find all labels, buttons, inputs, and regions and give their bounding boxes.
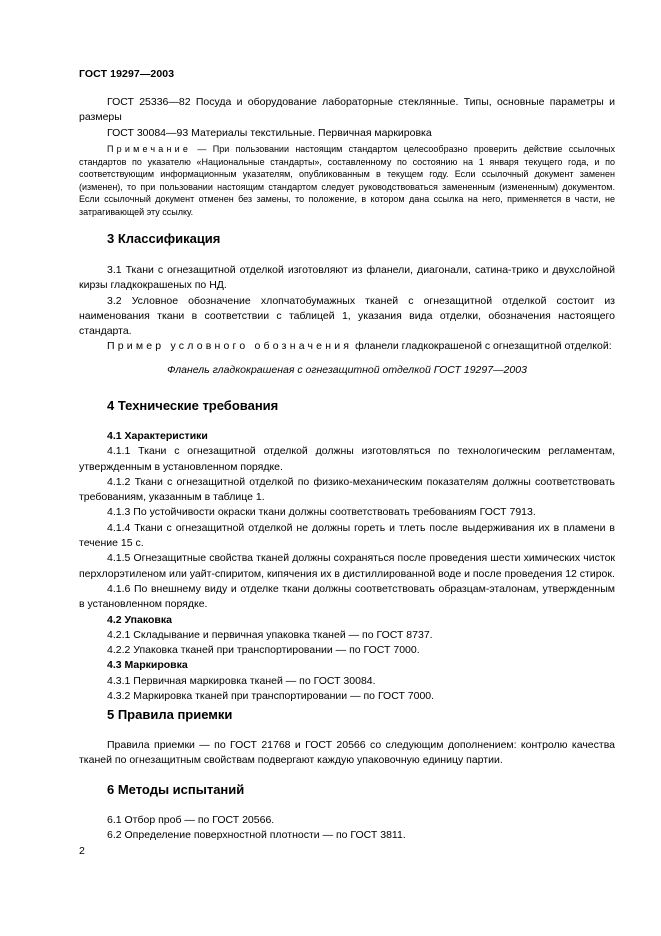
note-block <box>79 143 615 219</box>
example-text: фланели гладкокрашеной с огнезащитной отделкой: <box>352 340 612 353</box>
document-header: ГОСТ 19297—2003 <box>79 68 175 80</box>
paragraph: 4.1.6 По внешнему виду и отделке ткани должны соответствовать образцам-эталонам, утвержденным в установленном порядке. <box>79 582 615 611</box>
paragraph: 4.3.2 Маркировка тканей при транспортировании — по ГОСТ 7000. <box>107 690 435 703</box>
note-paragraph <box>79 143 615 219</box>
section-title: 4 Технические требования <box>107 398 279 413</box>
paragraph: 3.1 Ткани с огнезащитной отделкой изготовляют из фланели, диагонали, сатина-трико и двухслойной кирзы гладкокрашеных по НД. <box>79 264 615 292</box>
section-4-body <box>79 429 615 704</box>
paragraph: 4.2.1 Складывание и первичная упаковка тканей — по ГОСТ 8737. <box>107 628 433 641</box>
section-6-body <box>79 813 615 844</box>
section-5-body <box>79 738 615 769</box>
paragraph: 4.1.5 Огнезащитные свойства тканей должны сохраняться после проведения шести химических чисток перхлорэтиленом или уайт-спиритом, кипячения их в дистиллированной воде и после проведения 12 стирок. <box>79 552 615 580</box>
subsection-title: 4.2 Упаковка <box>107 613 172 626</box>
paragraph: 4.3.1 Первичная маркировка тканей — по ГОСТ 30084. <box>107 674 376 687</box>
paragraph: 4.1.2 Ткани с огнезащитной отделкой по физико-механическим показателям должны соответствовать требованиям, указанным в таблице 1. <box>79 475 615 504</box>
normative-references <box>79 95 615 141</box>
subsection-title: 4.3 Маркировка <box>107 659 188 672</box>
paragraph: Правила приемки — по ГОСТ 21768 и ГОСТ 20566 со следующим дополнением: контролю качества тканей по огнезащитным свойствам подвергают каждую упаковочную единицу партии. <box>79 739 615 767</box>
paragraph: 6.2 Определение поверхностной плотности — по ГОСТ 3811. <box>107 829 406 842</box>
example-paragraph <box>79 339 615 354</box>
section-3 <box>79 231 615 247</box>
example-designation: Фланель гладкокрашеная с огнезащитной отделкой ГОСТ 19297—2003 <box>167 363 527 376</box>
paragraph: 3.2 Условное обозначение хлопчатобумажных тканей с огнезащитной отделкой состоит из наименования ткани в соответствии с таблицей 1, указания вида отделки, обозначения настоящего стандарта. <box>79 294 615 338</box>
section-4 <box>79 398 615 414</box>
section-title: 6 Методы испытаний <box>107 782 245 797</box>
note-text: — При пользовании настоящим стандартом целесообразно проверить действие ссылочных стандартов по указателю «Национальные стандарты», составленному по состоянию на 1 января текущего года, и по соответствующим информационным указателям, опубликованным в текущем году. Если ссылочный документ заменен (изменен), то при пользовании настоящим стандартом следует руководствоваться замененным (измененным) документом. Если ссылочный документ отменен без замены, то положение, в котором дана ссылка на него, применяется в части, не затрагивающей эту ссылку. <box>79 144 615 217</box>
paragraph: 4.1.1 Ткани с огнезащитной отделкой должны изготовляться по технологическим регламентам, утвержденным в установленном порядке. <box>79 445 615 473</box>
section-title: 5 Правила приемки <box>107 707 233 722</box>
section-title: 3 Классификация <box>107 231 221 246</box>
reference-item: ГОСТ 30084—93 Материалы текстильные. Первичная маркировка <box>107 126 432 139</box>
paragraph: 4.2.2 Упаковка тканей при транспортировании — по ГОСТ 7000. <box>107 644 420 657</box>
page-number: 2 <box>79 845 85 857</box>
example-label: Пример условного обозначения <box>107 340 353 353</box>
section-6 <box>79 782 615 798</box>
note-label: Примечание <box>107 144 192 154</box>
paragraph: 4.1.4 Ткани с огнезащитной отделкой не должны гореть и тлеть после выдерживания их в пламени в течение 15 с. <box>79 521 615 550</box>
subsection-title: 4.1 Характеристики <box>107 430 208 442</box>
paragraph: 4.1.3 По устойчивости окраски ткани должны соответствовать требованиям ГОСТ 7913. <box>107 506 536 519</box>
section-5 <box>79 707 615 723</box>
reference-item: ГОСТ 25336—82 Посуда и оборудование лабораторные стеклянные. Типы, основные параметры и размеры <box>79 96 615 124</box>
section-3-body <box>79 263 615 378</box>
paragraph: 6.1 Отбор проб — по ГОСТ 20566. <box>107 814 275 826</box>
